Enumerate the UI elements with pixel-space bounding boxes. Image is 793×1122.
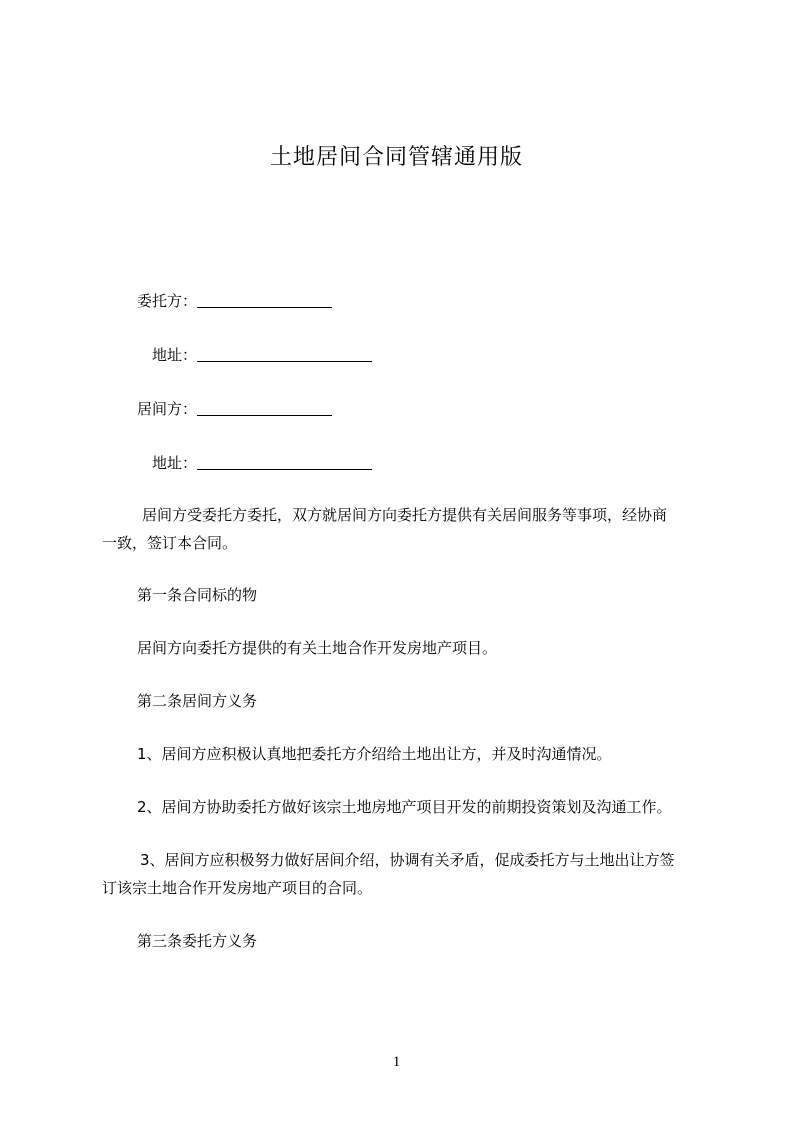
intro-line-1: 居间方受委托方委托，双方就居间方向委托方提供有关居间服务等事项，经协商 xyxy=(142,506,668,524)
client-field xyxy=(137,288,332,314)
client-address-label: 地址： xyxy=(152,346,198,364)
intermediary-address-blank-line xyxy=(197,455,372,470)
article-3-heading: 第三条委托方义务 xyxy=(137,932,258,950)
intermediary-address-field xyxy=(152,450,372,476)
client-label: 委托方： xyxy=(137,292,198,310)
intro-line-2: 一致，签订本合同。 xyxy=(102,534,238,552)
client-address-blank-line xyxy=(197,347,372,362)
article-2-item-2: 2、居间方协助委托方做好该宗土地房地产项目开发的前期投资策划及沟通工作。 xyxy=(137,798,672,816)
intermediary-label: 居间方： xyxy=(137,400,198,418)
document-title: 土地居间合同管辖通用版 xyxy=(269,145,523,170)
client-address-field xyxy=(152,342,372,368)
article-2-item-3-line-1: 3、居间方应积极努力做好居间介绍，协调有关矛盾，促成委托方与土地出让方签 xyxy=(140,851,675,869)
article-1-heading: 第一条合同标的物 xyxy=(137,586,258,604)
page-number: 1 xyxy=(392,1054,401,1070)
article-2-item-1: 1、居间方应积极认真地把委托方介绍给土地出让方，并及时沟通情况。 xyxy=(137,745,612,763)
intermediary-blank-line xyxy=(197,401,332,416)
client-blank-line xyxy=(197,293,332,308)
intermediary-field xyxy=(137,396,332,422)
article-2-heading: 第二条居间方义务 xyxy=(137,692,258,710)
intermediary-address-label: 地址： xyxy=(152,454,198,472)
article-2-item-3-line-2: 订该宗土地合作开发房地产项目的合同。 xyxy=(102,879,373,897)
article-1-text: 居间方向委托方提供的有关土地合作开发房地产项目。 xyxy=(137,639,498,657)
